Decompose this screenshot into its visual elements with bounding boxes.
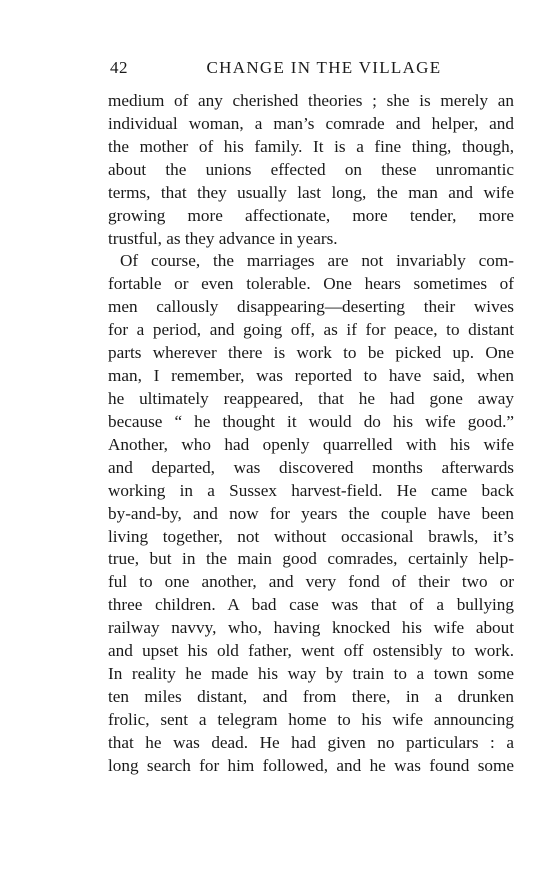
- text-line: growing more affectionate, more tender, more: [108, 205, 514, 225]
- text-line: he ultimately reappeared, that he had gone away: [108, 388, 514, 408]
- text-line: ten miles distant, and from there, in a drunken: [108, 686, 514, 706]
- text-line: In reality he made his way by train to a town some: [108, 664, 514, 684]
- text-line: fortable or even tolerable. One hears sometimes of: [108, 274, 514, 294]
- text-line: Another, who had openly quarrelled with his wife: [108, 434, 514, 454]
- text-line: man, I remember, was reported to have said, when: [108, 366, 514, 386]
- text-line: individual woman, a man’s comrade and helper, and: [108, 113, 514, 133]
- text-line: true, but in the main good comrades, certainly help-: [108, 549, 514, 569]
- text-line: parts wherever there is work to be picked up. One: [108, 343, 514, 363]
- text-line: railway navvy, who, having knocked his wife about: [108, 618, 514, 638]
- text-line: frolic, sent a telegram home to his wife announcing: [108, 709, 514, 729]
- text-line: that he was dead. He had given no particulars : a: [108, 732, 514, 752]
- text-line: trustful, as they advance in years.: [108, 228, 338, 248]
- text-line: three children. A bad case was that of a bullying: [108, 595, 514, 615]
- running-head: [110, 56, 514, 80]
- paragraph-start-line: Of course, the marriages are not invariably com-: [120, 251, 514, 271]
- text-line: men callously disappearing—deserting their wives: [108, 297, 514, 317]
- text-line: and upset his old father, went off ostensibly to work.: [108, 641, 514, 661]
- text-line: the mother of his family. It is a fine thing, though,: [108, 136, 514, 156]
- text-line: long search for him followed, and he was found some: [108, 755, 514, 775]
- body-text: [108, 90, 514, 778]
- text-line: about the unions effected on these unromantic: [108, 159, 514, 179]
- text-line: terms, that they usually last long, the man and wife: [108, 182, 514, 202]
- page-number: 42: [110, 58, 128, 77]
- text-line: by-and-by, and now for years the couple have been: [108, 503, 514, 523]
- text-line: and departed, was discovered months afterwards: [108, 457, 514, 477]
- text-line: working in a Sussex harvest-field. He came back: [108, 480, 514, 500]
- text-line: medium of any cherished theories ; she is merely an: [108, 91, 514, 110]
- text-line: for a period, and going off, as if for peace, to distant: [108, 320, 514, 340]
- text-line: ful to one another, and very fond of their two or: [108, 572, 514, 592]
- text-line: because “ he thought it would do his wife good.”: [108, 411, 514, 431]
- running-title: CHANGE IN THE VILLAGE: [206, 58, 442, 77]
- text-line: living together, not without occasional brawls, it’s: [108, 526, 514, 546]
